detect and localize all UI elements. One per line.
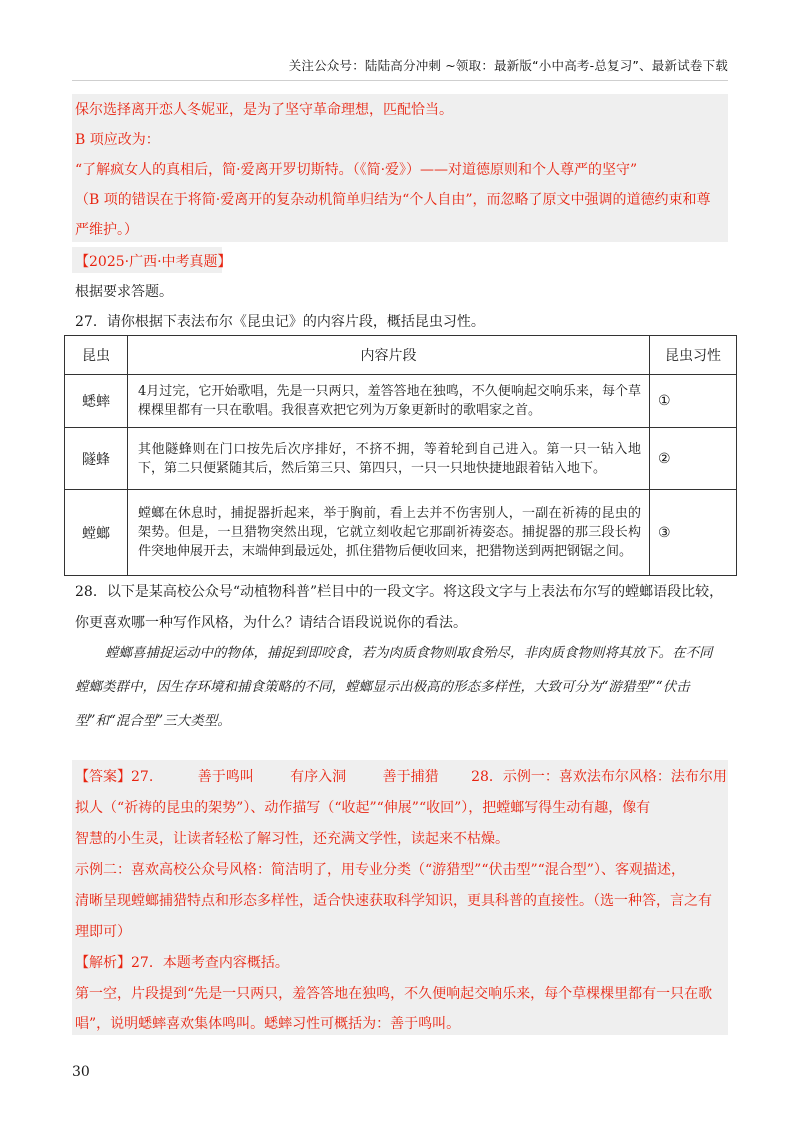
content-excerpt: 螳螂在休息时，捕捉器折起来，举于胸前，看上去并不伤害别人，一副在祈祷的昆虫的架势。但是，一旦猎物突然出现，它就立刻收起它那副祈祷姿态。捕捉器的那三段长构件突地伸展开去，末端伸到最远处，抓住猎物后便收回来，把猎物送到两把钢锯之间。: [128, 490, 650, 576]
answer-line-3: 智慧的小生灵，让读者轻松了解习性，还充满文学性，读起来不枯燥。: [75, 831, 509, 847]
insect-table: [64, 335, 737, 576]
top-line-3: “了解疯女人的真相后，简·爱离开罗切斯特。（《简·爱》）——对道德原则和个人尊严的坚守”: [75, 162, 638, 178]
top-line-5: 严维护。）: [75, 222, 138, 238]
analysis-line-2: 第一空，片段提到“先是一只两只，羞答答地在独鸣，不久便响起交响乐来，每个草棵棵里都有一只在歌: [75, 986, 713, 1002]
answer-tag: 【答案】: [75, 769, 131, 785]
insect-name: 隧蜂: [65, 428, 128, 490]
habit-blank: ①: [650, 375, 737, 428]
table-row: [65, 490, 737, 576]
top-line-4: （B 项的错误在于将简·爱离开的复杂动机简单归结为“个人自由”，而忽略了原文中强调的道德约束和尊: [75, 192, 711, 208]
top-line-1: 保尔选择离开恋人冬妮亚，是为了坚守革命理想，匹配恰当。: [75, 102, 453, 118]
table-header-habit: 昆虫习性: [650, 336, 737, 375]
table-row: [65, 375, 737, 428]
answer-blank-1: 善于鸣叫: [197, 769, 254, 785]
source-tag: 【2025·广西·中考真题】: [75, 254, 232, 270]
analysis-tag: 【解析】: [75, 955, 131, 971]
answer-line-5: 清晰呈现螳螂捕猎特点和形态多样性，适合快速获取科学知识，更具科普的直接性。（选一种答，言之有: [75, 893, 712, 909]
question-28-line-1: 28．以下是某高校公众号“动植物科普”栏目中的一段文字。将这段文字与上表法布尔写的螳螂语段比较，: [75, 584, 724, 600]
table-header-row: [65, 336, 737, 375]
instruction: 根据要求答题。: [75, 284, 173, 300]
habit-blank: ②: [650, 428, 737, 490]
header-divider: [72, 80, 728, 81]
analysis-27: 27．本题考查内容概括。: [131, 955, 289, 971]
habit-blank: ③: [650, 490, 737, 576]
science-passage: 螳螂喜捕捉运动中的物体，捕捉到即咬食，若为肉质食物则取食殆尽，非肉质食物则将其放下。在不同螳螂类群中，因生存环境和捕食策略的不同，螳螂显示出极高的形态多样性，大致可分为“游猎型”“伏击型”和“混合型”三大类型。: [75, 645, 713, 729]
page-header: 关注公众号：陆陆高分冲刺 ~领取：最新版“小中高考-总复习”、最新试卷下载: [288, 58, 728, 73]
insect-name: 蟋蟀: [65, 375, 128, 428]
question-28-line-2: 你更喜欢哪一种写作风格，为什么？请结合语段说说你的看法。: [75, 615, 467, 631]
content-excerpt: 其他隧蜂则在门口按先后次序排好，不挤不拥，等着轮到自己进入。第一只一钻入地下，第二只便紧随其后，然后第三只、第四只，一只一只地快捷地跟着钻入地下。: [128, 428, 650, 490]
analysis-line-3: 唱”，说明蟋蟀喜欢集体鸣叫。蟋蟀习性可概括为：善于鸣叫。: [75, 1016, 461, 1032]
answer-line-6: 理即可）: [75, 924, 131, 940]
answer-line-4: 示例二：喜欢高校公众号风格：简洁明了，用专业分类（“游猎型”“伏击型”“混合型”）、客观描述，: [75, 862, 685, 878]
answer-line-2: 拟人（“祈祷的昆虫的架势”）、动作描写（“收起”“伸展”“收回”），把螳螂写得生动有趣，像有: [75, 800, 651, 816]
answer-blank-3: 善于捕猎: [382, 769, 439, 785]
insect-name: 螳螂: [65, 490, 128, 576]
content-excerpt: 4月过完，它开始歌唱，先是一只两只，羞答答地在独鸣，不久便响起交响乐来，每个草棵棵里都有一只在歌唱。我很喜欢把它列为万象更新时的歌唱家之首。: [128, 375, 650, 428]
answer-27-num: 27.: [131, 769, 154, 785]
table-header-content: 内容片段: [128, 336, 650, 375]
top-line-2: B 项应改为：: [75, 132, 160, 148]
answer-blank-2: 有序入洞: [290, 769, 347, 785]
question-27: 27．请你根据下表法布尔《昆虫记》的内容片段，概括昆虫习性。: [75, 314, 485, 330]
answer-28-start: 28．示例一：喜欢法布尔风格：法布尔用: [471, 769, 727, 785]
analysis-line-1: [75, 952, 289, 972]
table-row: [65, 428, 737, 490]
page-number: 30: [72, 1064, 90, 1080]
table-header-insect: 昆虫: [65, 336, 128, 375]
answer-line-1: [75, 766, 727, 786]
